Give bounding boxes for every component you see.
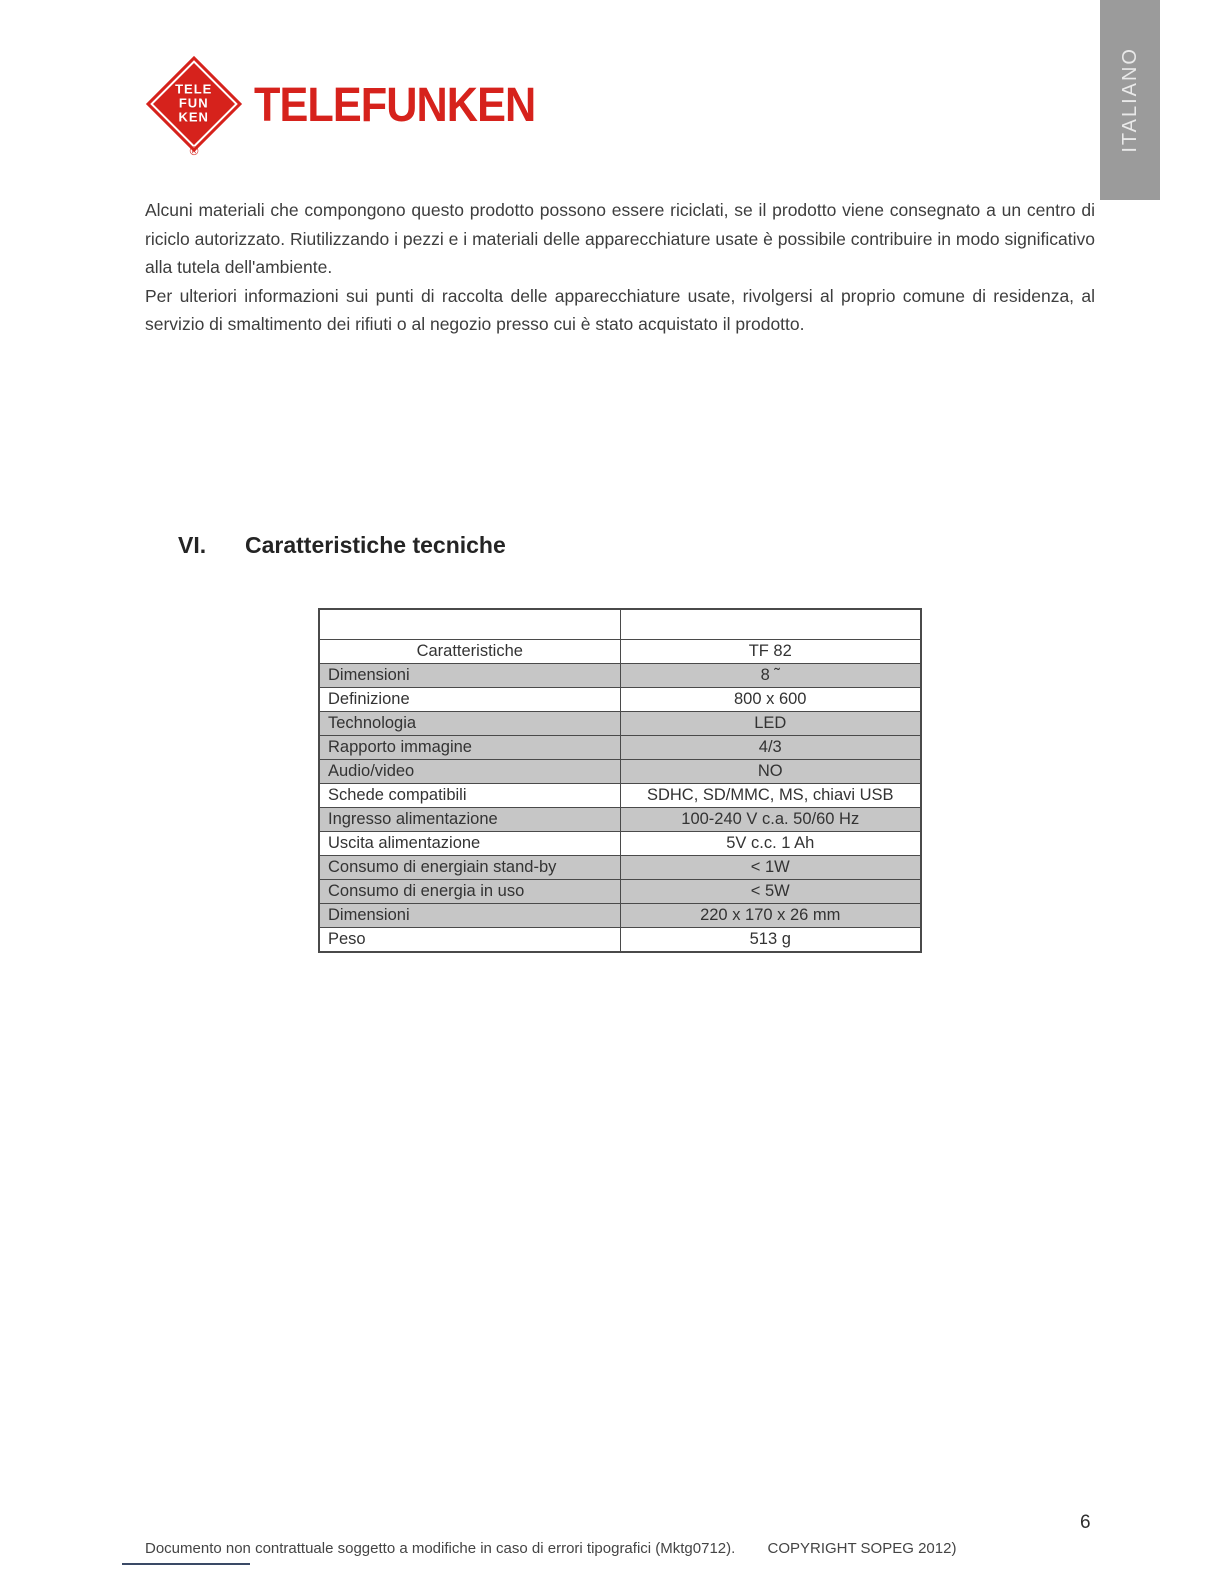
table-row <box>319 609 921 640</box>
spec-table <box>318 608 922 953</box>
table-row <box>319 640 921 664</box>
spec-value: 4/3 <box>620 736 921 760</box>
spec-value: NO <box>620 760 921 784</box>
spec-value: 100-240 V c.a. 50/60 Hz <box>620 808 921 832</box>
spec-label: Peso <box>319 928 620 953</box>
brand-wordmark: TELEFUNKEN <box>254 76 536 132</box>
language-tab-label: ITALIANO <box>1118 47 1141 153</box>
diamond-shape <box>150 60 238 148</box>
table-row <box>319 808 921 832</box>
footer-copyright: COPYRIGHT SOPEG 2012) <box>767 1540 957 1557</box>
spec-label: Uscita alimentazione <box>319 832 620 856</box>
section-heading <box>178 532 506 559</box>
body-text <box>145 196 1095 339</box>
table-row <box>319 856 921 880</box>
footer-disclaimer: Documento non contrattuale soggetto a modifiche in caso di errori tipografici (Mktg0712). <box>145 1540 736 1557</box>
spec-value: < 1W <box>620 856 921 880</box>
table-row <box>319 760 921 784</box>
spec-label: Dimensioni <box>319 904 620 928</box>
paragraph-recycling: Alcuni materiali che compongono questo prodotto possono essere riciclati, se il prodotto viene consegnato a un centro di riciclo autorizzato. Riutilizzando i pezzi e i materiali delle apparecchiature usate è possibile contribuire in modo significativo alla tutela dell'ambiente. <box>145 200 1095 277</box>
spec-label: Consumo di energia in uso <box>319 880 620 904</box>
spec-label: Definizione <box>319 688 620 712</box>
diamond-line-3: KEN <box>178 109 210 125</box>
table-row <box>319 688 921 712</box>
registered-trademark: ® <box>189 144 199 158</box>
spec-value: 800 x 600 <box>620 688 921 712</box>
spec-label: Ingresso alimentazione <box>319 808 620 832</box>
diamond-line-1: TELE <box>175 81 213 97</box>
table-row <box>319 880 921 904</box>
spec-value: < 5W <box>620 880 921 904</box>
spec-label: Rapporto immagine <box>319 736 620 760</box>
spec-value <box>620 609 921 640</box>
diamond-line-2: FUN <box>179 95 209 111</box>
spec-label: Caratteristiche <box>319 640 620 664</box>
table-row <box>319 928 921 953</box>
spec-value: LED <box>620 712 921 736</box>
table-row <box>319 784 921 808</box>
spec-table-body <box>319 609 921 952</box>
diamond-text <box>175 83 212 125</box>
table-row <box>319 832 921 856</box>
spec-label: Audio/video <box>319 760 620 784</box>
table-row <box>319 712 921 736</box>
spec-value: SDHC, SD/MMC, MS, chiavi USB <box>620 784 921 808</box>
spec-label: Schede compatibili <box>319 784 620 808</box>
spec-value: 513 g <box>620 928 921 953</box>
telefunken-logo <box>148 58 553 158</box>
footer-underline <box>122 1563 250 1565</box>
spec-value: 5V c.c. 1 Ah <box>620 832 921 856</box>
spec-value: 220 x 170 x 26 mm <box>620 904 921 928</box>
spec-value: 8 ˜ <box>620 664 921 688</box>
spec-label <box>319 609 620 640</box>
paragraph-info: Per ulteriori informazioni sui punti di raccolta delle apparecchiature usate, rivolgersi al proprio comune di residenza, al servizio di smaltimento dei rifiuti o al negozio presso cui è stato acquistato il prodotto. <box>145 285 1095 334</box>
section-title: Caratteristiche tecniche <box>245 532 506 558</box>
spec-label: Technologia <box>319 712 620 736</box>
table-row <box>319 664 921 688</box>
telefunken-diamond-icon <box>148 58 240 158</box>
spec-label: Consumo di energiain stand-by <box>319 856 620 880</box>
spec-label: Dimensioni <box>319 664 620 688</box>
language-tab <box>1100 0 1160 200</box>
footer <box>145 1540 1095 1557</box>
table-row <box>319 904 921 928</box>
spec-value: TF 82 <box>620 640 921 664</box>
table-row <box>319 736 921 760</box>
section-number: VI. <box>178 532 207 558</box>
page-number: 6 <box>1080 1512 1091 1533</box>
